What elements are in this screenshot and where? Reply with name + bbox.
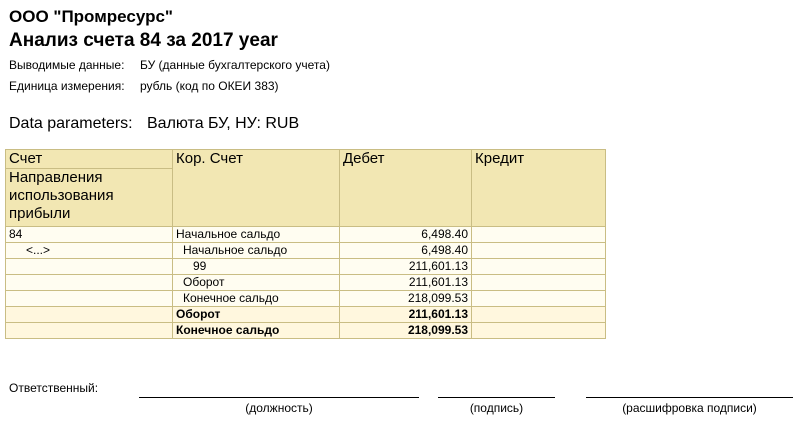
unit-label: Единица измерения: <box>9 79 125 93</box>
account-cell <box>6 275 173 291</box>
position-line <box>139 397 419 398</box>
debit-cell: 218,099.53 <box>340 323 472 339</box>
debit-cell: 211,601.13 <box>340 307 472 323</box>
header-corr-account: Кор. Счет <box>173 150 340 227</box>
header-debit: Дебет <box>340 150 472 227</box>
credit-cell <box>472 243 606 259</box>
header-profit-usage: Направления использования прибыли <box>6 169 173 227</box>
unit-value: рубль (код по ОКЕИ 383) <box>140 79 279 93</box>
credit-cell <box>472 275 606 291</box>
output-data-value: БУ (данные бухгалтерского учета) <box>140 58 330 72</box>
credit-cell <box>472 227 606 243</box>
credit-cell <box>472 259 606 275</box>
debit-cell: 6,498.40 <box>340 227 472 243</box>
corr-cell: 99 <box>173 259 340 275</box>
position-caption: (должность) <box>245 401 313 415</box>
output-data-label: Выводимые данные: <box>9 58 125 72</box>
account-cell <box>6 291 173 307</box>
report-title: Анализ счета 84 за 2017 year <box>9 30 278 51</box>
corr-cell: Начальное сальдо <box>173 227 340 243</box>
corr-cell: Конечное сальдо <box>173 323 340 339</box>
account-cell: <...> <box>6 243 173 259</box>
table-row <box>6 227 606 243</box>
header-credit: Кредит <box>472 150 606 227</box>
table-row <box>6 275 606 291</box>
decoding-line <box>586 397 793 398</box>
account-cell <box>6 323 173 339</box>
account-cell <box>6 307 173 323</box>
signature-caption: (подпись) <box>469 401 524 415</box>
data-parameters-label: Data parameters: <box>9 115 133 132</box>
debit-cell: 211,601.13 <box>340 259 472 275</box>
signature-line <box>438 397 555 398</box>
credit-cell <box>472 323 606 339</box>
account-cell <box>6 259 173 275</box>
header-account: Счет <box>6 150 173 169</box>
organization-name: ООО "Промресурс" <box>9 7 173 26</box>
debit-cell: 211,601.13 <box>340 275 472 291</box>
credit-cell <box>472 307 606 323</box>
credit-cell <box>472 291 606 307</box>
debit-cell: 6,498.40 <box>340 243 472 259</box>
table-row <box>6 259 606 275</box>
corr-cell: Конечное сальдо <box>173 291 340 307</box>
data-parameters-value: Валюта БУ, НУ: RUB <box>147 115 300 132</box>
responsible-label: Ответственный: <box>9 381 99 395</box>
account-analysis-table <box>5 149 606 339</box>
corr-cell: Оборот <box>173 275 340 291</box>
table-row <box>6 307 606 323</box>
account-cell: 84 <box>6 227 173 243</box>
table-row <box>6 323 606 339</box>
corr-cell: Оборот <box>173 307 340 323</box>
corr-cell: Начальное сальдо <box>173 243 340 259</box>
debit-cell: 218,099.53 <box>340 291 472 307</box>
table-row <box>6 291 606 307</box>
decoding-caption: (расшифровка подписи) <box>622 401 757 415</box>
table-row <box>6 243 606 259</box>
